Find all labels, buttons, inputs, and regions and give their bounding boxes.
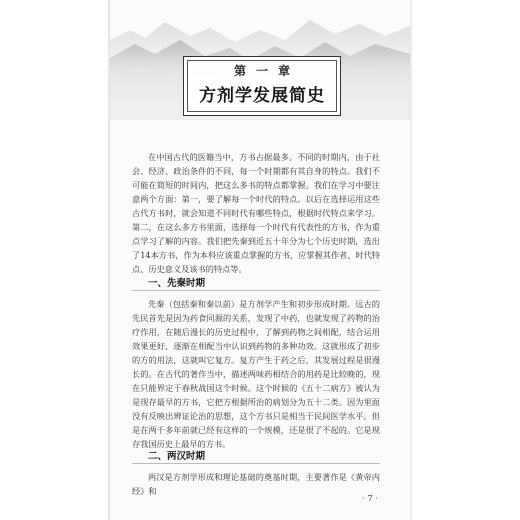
section-heading-han: 二、两汉时期 xyxy=(148,451,206,462)
section-divider xyxy=(132,290,380,291)
han-paragraph: 两汉是方剂学形成和理论基础的奠基时期，主要著作是《黄帝内经》和 xyxy=(132,472,380,496)
chapter-title: 方剂学发展简史 xyxy=(199,86,325,106)
section-divider xyxy=(132,463,380,464)
section-heading-pre-qin: 一、先秦时期 xyxy=(148,278,206,289)
chapter-label: 第一章 xyxy=(233,64,300,78)
chapter-title-box xyxy=(183,56,341,116)
pre-qin-paragraph: 先秦（包括秦和秦以前）是方剂学产生和初步形成时期。远古的先民首先是因为药食同源的关系，发现了中药，也就发现了药物的治疗作用，在随后漫长的历史过程中，了解到药物之间相配，结合运用效果更好，逐渐在相配当中认识到药物的多种功效。这就形成了初步的方的用法，这就叫它复方。复方产生于药之后，其发展过程是很漫长的。在古代的著作当中，描述两味药相结合的用药是比较晚的，现在只能界定于春秋战国这个时候。这个时候的《五十二病方》被认为是现存最早的方书，它把方根据所治的病划分为五十二类。因为里面没有反映出辨证论治的思想，这个方书只是相当于民间医学水平。但是在两千多年前就已经有这样的一个规模，还是很了不起的。它是现存我国历史上最早的方书。 xyxy=(132,299,380,449)
page-edge-right xyxy=(410,0,412,520)
page-number: · 7 · xyxy=(362,494,379,504)
intro-paragraph: 在中国古代的医籍当中，方书占据最多。不同的时期内，由于社会、经济、政治条件的不同，每一个时期都有其自身的特点。我们不可能在简短的时间内，把这么多书的特点都掌握。我们在学习中要注意两个方面：第一，要了解每一个时代的特点。以后在选择运用这些古代方书时，就会知道不同时代有哪些特点，根据时代特点来学习。第二，在这么多方书里面，选择每一个时代有代表性的方书，作为重点学习了解的内容。我们把先秦到近五十年分为七个历史时期，选出了14本方书，作为本科应该重点掌握的方书，应掌握其作者、时代特点、历史意义及该书的特点等。 xyxy=(132,152,380,274)
